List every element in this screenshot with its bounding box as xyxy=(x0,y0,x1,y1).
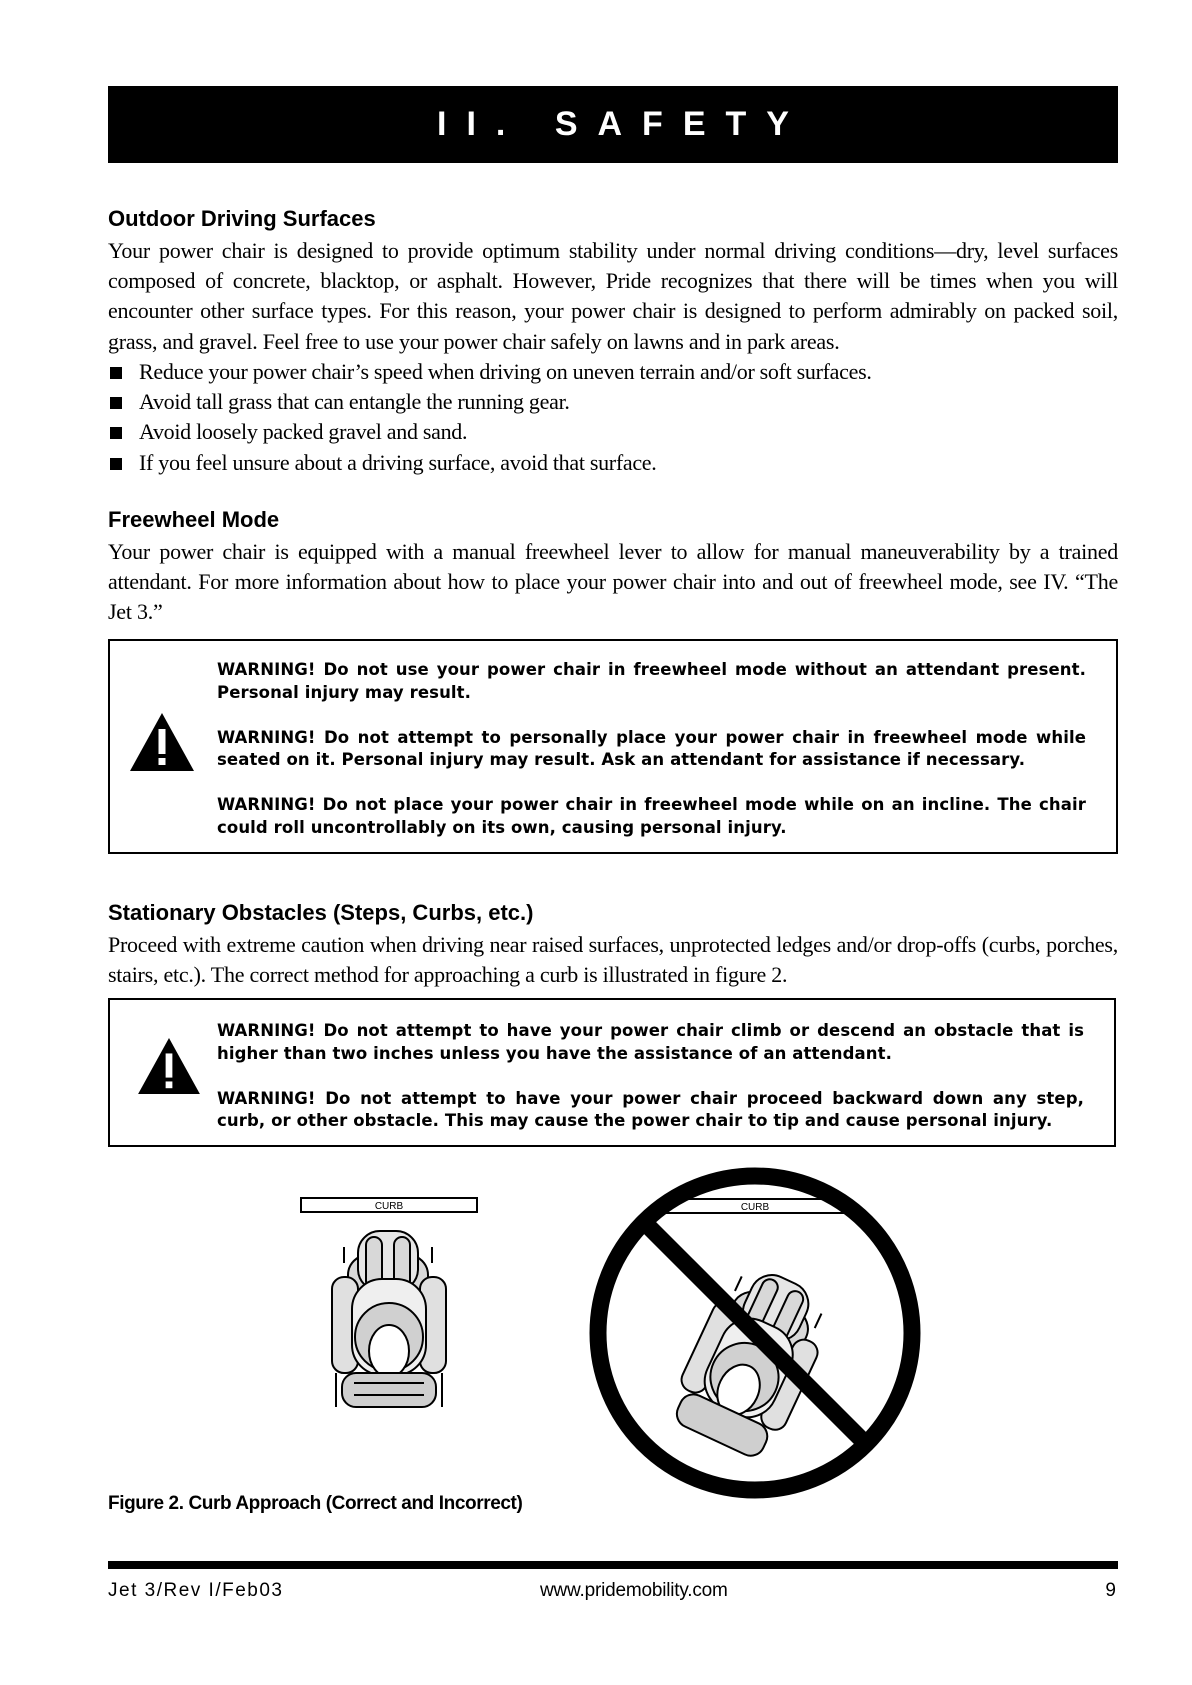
warning-text: WARNING! Do not attempt to have your power chair climb or descend an obstacle that is higher than two inches unless you have the assistance of an attendant. xyxy=(217,1021,1084,1063)
page-number: 9 xyxy=(1105,1580,1116,1601)
warning-text: WARNING! Do not use your power chair in freewheel mode without an attendant present. Personal injury may result. xyxy=(217,660,1086,702)
stationary-obstacles-paragraph: Proceed with extreme caution when driving near raised surfaces, unprotected ledges and/or drop-offs (curbs, porches, stairs, etc.). The correct method for approaching a curb is illustrated in figure 2. xyxy=(108,932,1118,988)
curb-label: CURB xyxy=(374,1201,404,1212)
freewheel-mode-paragraph: Your power chair is equipped with a manual freewheel lever to allow for manual maneuverability by a trained attendant. For more information about how to place your power chair into and out of freewheel mode, see IV. “The Jet 3.” xyxy=(108,539,1118,625)
list-item: Avoid tall grass that can entangle the running gear. xyxy=(108,387,1118,417)
warning-triangle-icon xyxy=(138,1038,200,1094)
outdoor-surfaces-paragraph: Your power chair is designed to provide optimum stability under normal driving conditions—dry, level surfaces composed of concrete, blacktop, or asphalt. However, Pride recognizes that there will be times when you will encounter other surface types. For this reason, your power chair is designed to perform admirably on packed soil, grass, and gravel. Feel free to use your power chair safely on lawns and in park areas. xyxy=(108,238,1118,354)
section-title: II. SAFETY xyxy=(437,105,809,143)
footer-document-id: Jet 3/Rev I/Feb03 xyxy=(108,1580,284,1601)
power-chair-icon xyxy=(332,1231,446,1407)
obstacle-warning-box xyxy=(108,998,1116,1147)
warning-triangle-icon xyxy=(130,713,194,771)
outdoor-surfaces-list xyxy=(108,357,1118,478)
section-header-bar xyxy=(108,86,1118,163)
freewheel-warning-box xyxy=(108,639,1118,854)
footer-website: www.pridemobility.com xyxy=(540,1580,728,1601)
warning-text: WARNING! Do not place your power chair in freewheel mode while on an incline. The chair could roll uncontrollably on its own, causing personal injury. xyxy=(217,795,1086,837)
warning-text: WARNING! Do not attempt to personally place your power chair in freewheel mode while seated on it. Personal injury may result. Ask an attendant for assistance if necessary. xyxy=(217,727,1086,769)
stationary-obstacles-heading: Stationary Obstacles (Steps, Curbs, etc.) xyxy=(108,900,534,925)
list-item: If you feel unsure about a driving surface, avoid that surface. xyxy=(108,448,1118,478)
list-item: Reduce your power chair’s speed when driving on uneven terrain and/or soft surfaces. xyxy=(108,357,1118,387)
freewheel-mode-heading: Freewheel Mode xyxy=(108,507,280,532)
warning-text: WARNING! Do not attempt to have your power chair proceed backward down any step, curb, or other obstacle. This may cause the power chair to tip and cause personal injury. xyxy=(217,1088,1084,1130)
freewheel-warning-list xyxy=(217,659,1086,839)
figure-caption: Figure 2. Curb Approach (Correct and Incorrect) xyxy=(108,1493,523,1514)
outdoor-surfaces-heading: Outdoor Driving Surfaces xyxy=(108,206,376,231)
footer-rule xyxy=(108,1561,1118,1569)
list-item: Avoid loosely packed gravel and sand. xyxy=(108,417,1118,447)
power-chair-icon xyxy=(663,1257,841,1465)
curb-label: CURB xyxy=(740,1202,770,1213)
obstacle-warning-list xyxy=(217,1020,1084,1133)
incorrect-curb-approach-figure xyxy=(588,1158,922,1508)
correct-curb-approach-figure xyxy=(296,1195,486,1425)
